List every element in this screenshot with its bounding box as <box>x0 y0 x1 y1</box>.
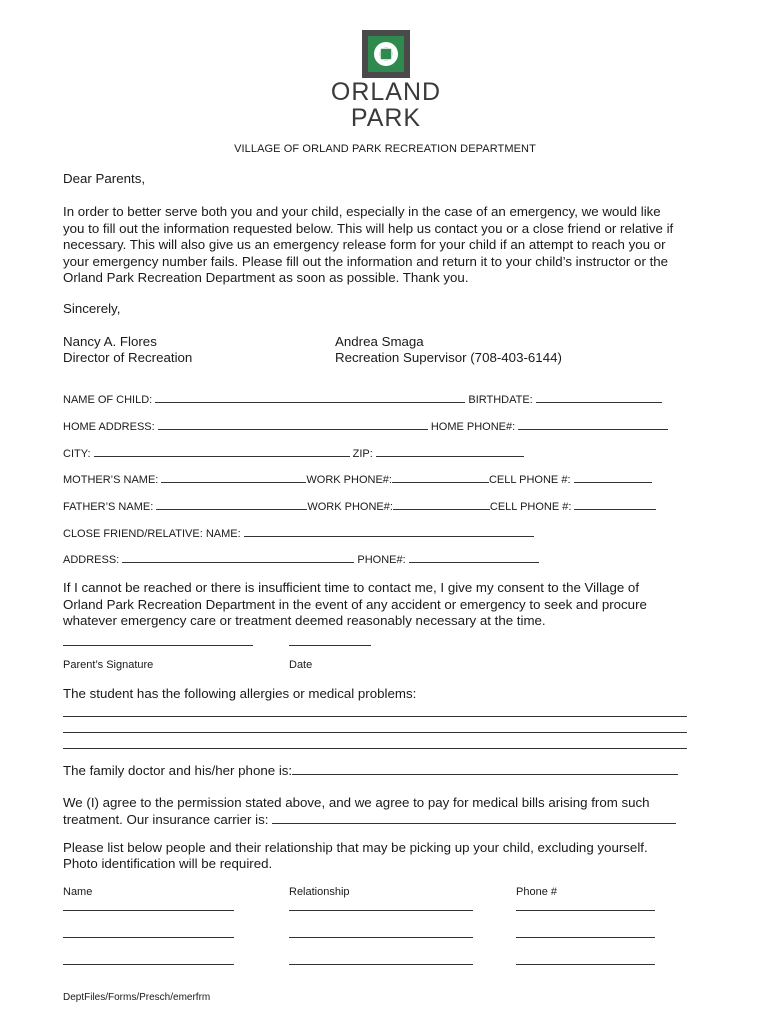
logo-emblem-icon <box>360 28 412 80</box>
logo-word-orland: ORLAND <box>330 78 442 106</box>
home-address-field[interactable] <box>158 419 428 430</box>
father-name-field[interactable] <box>156 499 307 510</box>
pickup-line-2: Photo identification will be required. <box>63 856 273 871</box>
letter-line: Orland Park Recreation Department as soon as possible. Thank you. <box>63 270 469 285</box>
birthdate-label: BIRTHDATE: <box>468 394 533 406</box>
parent-signature-label: Parent’s Signature <box>63 659 154 671</box>
friend-phone-field[interactable] <box>409 552 539 563</box>
insurance-field[interactable] <box>272 811 676 824</box>
friend-address-field[interactable] <box>122 552 354 563</box>
letter-line: In order to better serve both you and your child, especially in the case of an emergency, we would like <box>63 204 661 219</box>
home-address-row <box>63 419 668 433</box>
father-row <box>63 499 656 513</box>
consent-line: whatever emergency care or treatment deemed reasonably necessary at the time. <box>63 613 546 628</box>
father-name-label: FATHER’S NAME: <box>63 501 154 513</box>
father-work-phone-label: WORK PHONE#: <box>307 501 393 513</box>
mother-cell-phone-label: CELL PHONE #: <box>488 474 571 486</box>
footer-path: DeptFiles/Forms/Presch/emerfrm <box>63 992 211 1003</box>
department-title: VILLAGE OF ORLAND PARK RECREATION DEPARTMENT <box>234 143 536 155</box>
closing: Sincerely, <box>63 301 121 316</box>
father-work-phone-field[interactable] <box>393 499 490 510</box>
child-name-field[interactable] <box>155 392 465 403</box>
pickup-relationship-field-1[interactable] <box>289 910 473 911</box>
signer1-title: Director of Recreation <box>63 350 193 365</box>
doctor-field[interactable] <box>292 762 678 775</box>
signer1-name: Nancy A. Flores <box>63 334 157 349</box>
pickup-phone-field-3[interactable] <box>516 964 655 965</box>
city-label: CITY: <box>63 448 91 460</box>
friend-phone-label: PHONE#: <box>357 554 406 566</box>
pickup-line-1: Please list below people and their relationship that may be picking up your child, excluding yourself. <box>63 840 648 855</box>
mother-work-phone-label: WORK PHONE#: <box>306 474 392 486</box>
close-friend-row <box>63 526 534 540</box>
insurance-row <box>63 811 676 829</box>
mother-cell-phone-field[interactable] <box>574 472 652 483</box>
consent-text <box>63 580 708 630</box>
mother-name-label: MOTHER’S NAME: <box>63 474 159 486</box>
home-address-label: HOME ADDRESS: <box>63 421 155 433</box>
consent-line: Orland Park Recreation Department in the event of any accident or emergency to seek and procure <box>63 596 647 612</box>
pickup-relationship-field-2[interactable] <box>289 937 473 938</box>
parent-signature-field[interactable] <box>63 645 253 646</box>
mother-name-field[interactable] <box>161 472 306 483</box>
child-name-label: NAME OF CHILD: <box>63 394 153 406</box>
father-cell-phone-field[interactable] <box>574 499 656 510</box>
letter-line: you to fill out the information requested below. This will help us contact you or a close friend or relative if <box>63 220 674 236</box>
doctor-label: The family doctor and his/her phone is: <box>63 763 293 778</box>
friend-address-label: ADDRESS: <box>63 554 120 566</box>
allergies-label: The student has the following allergies or medical problems: <box>63 686 417 701</box>
pickup-name-field-3[interactable] <box>63 964 234 965</box>
date-label: Date <box>289 659 313 671</box>
zip-label: ZIP: <box>352 448 373 460</box>
child-name-row <box>63 392 662 406</box>
close-friend-field[interactable] <box>244 526 534 537</box>
logo-word-park: PARK <box>350 104 422 132</box>
pickup-relationship-field-3[interactable] <box>289 964 473 965</box>
col-relationship-header: Relationship <box>289 886 350 898</box>
pickup-name-field-2[interactable] <box>63 937 234 938</box>
father-cell-phone-label: CELL PHONE #: <box>489 501 572 513</box>
greeting: Dear Parents, <box>63 171 146 186</box>
allergies-line-3[interactable] <box>63 748 687 749</box>
date-field[interactable] <box>289 645 371 646</box>
mother-work-phone-field[interactable] <box>392 472 489 483</box>
zip-field[interactable] <box>376 446 524 457</box>
pickup-phone-field-2[interactable] <box>516 937 655 938</box>
allergies-line-2[interactable] <box>63 732 687 733</box>
signer2-title: Recreation Supervisor (708-403-6144) <box>335 350 562 365</box>
signer2-name: Andrea Smaga <box>335 334 424 349</box>
letter-line: your emergency number fails. Please fill out the information and return it to your child’s instructor or the <box>63 253 669 269</box>
letter-body <box>63 204 708 287</box>
allergies-line-1[interactable] <box>63 716 687 717</box>
orland-park-logo <box>330 28 442 133</box>
home-phone-label: HOME PHONE#: <box>430 421 516 433</box>
col-name-header: Name <box>63 886 93 898</box>
consent-line: If I cannot be reached or there is insufficient time to contact me, I give my consent to the Village of <box>63 580 640 595</box>
home-phone-field[interactable] <box>518 419 668 430</box>
friend-address-row <box>63 552 539 566</box>
insurance-label: treatment. Our insurance carrier is: <box>63 812 269 827</box>
close-friend-label: CLOSE FRIEND/RELATIVE: NAME: <box>63 528 241 540</box>
mother-row <box>63 472 652 486</box>
agree-line-1: We (I) agree to the permission stated above, and we agree to pay for medical bills arising from such <box>63 795 650 810</box>
city-row <box>63 446 524 460</box>
letter-line: necessary. This will also give us an emergency release form for your child if an attempt to reach you or <box>63 237 666 252</box>
city-field[interactable] <box>94 446 350 457</box>
pickup-name-field-1[interactable] <box>63 910 234 911</box>
pickup-phone-field-1[interactable] <box>516 910 655 911</box>
doctor-row <box>63 762 678 780</box>
birthdate-field[interactable] <box>536 392 662 403</box>
col-phone-header: Phone # <box>516 886 557 898</box>
